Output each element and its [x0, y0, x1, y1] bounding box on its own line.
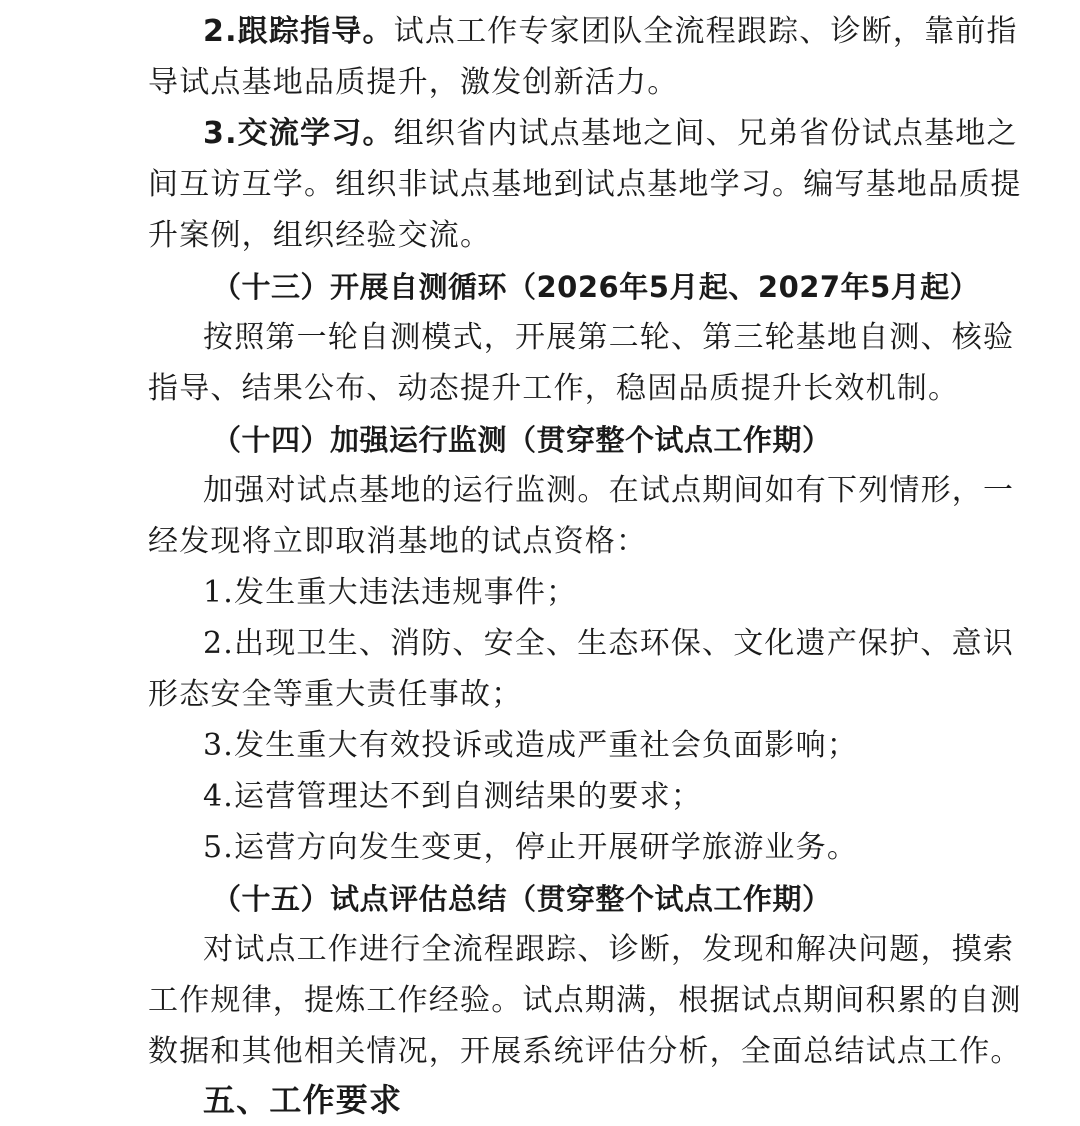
paragraph-monitoring-line-1: 加强对试点基地的运行监测。在试点期间如有下列情形，一: [203, 473, 1015, 508]
list-item-2-line-1: 2.出现卫生、消防、安全、生态环保、文化遗产保护、意识: [203, 626, 1015, 661]
list-item-2-line-2: 形态安全等重大责任事故；: [148, 677, 523, 712]
paragraph-tracking-guidance-line-2: 导试点基地品质提升，激发创新活力。: [148, 65, 679, 100]
heading-15-evaluation-summary: （十五）试点评估总结（贯穿整个试点工作期）: [212, 882, 832, 916]
heading-14-operation-monitoring: （十四）加强运行监测（贯穿整个试点工作期）: [212, 423, 832, 457]
paragraph-exchange-learning-line-2: 间互访互学。组织非试点基地到试点基地学习。编写基地品质提: [148, 167, 1022, 202]
paragraph-text: 组织省内试点基地之间、兄弟省份试点基地之: [393, 116, 1018, 151]
list-item-3: 3.发生重大有效投诉或造成严重社会负面影响；: [203, 728, 859, 763]
list-item-5: 5.运营方向发生变更，停止开展研学旅游业务。: [203, 830, 859, 865]
item-lead-tracking-guidance: 2.跟踪指导。: [203, 14, 394, 49]
paragraph-evaluation-line-1: 对试点工作进行全流程跟踪、诊断，发现和解决问题，摸索: [203, 932, 1015, 967]
heading-13-self-test-cycle: （十三）开展自测循环（2026年5月起、2027年5月起）: [212, 270, 980, 304]
paragraph-monitoring-line-2: 经发现将立即取消基地的试点资格：: [148, 524, 648, 559]
paragraph-exchange-learning-line-3: 升案例，组织经验交流。: [148, 218, 492, 253]
item-lead-exchange-learning: 3.交流学习。: [203, 116, 394, 151]
list-item-4: 4.运营管理达不到自测结果的要求；: [203, 779, 703, 814]
section-heading-work-requirements: 五、工作要求: [203, 1081, 403, 1119]
paragraph-evaluation-line-2: 工作规律，提炼工作经验。试点期满，根据试点期间积累的自测: [148, 983, 1022, 1018]
paragraph-self-test-line-2: 指导、结果公布、动态提升工作，稳固品质提升长效机制。: [148, 371, 960, 406]
paragraph-exchange-learning-line-1: [203, 114, 1018, 154]
paragraph-text: 试点工作专家团队全流程跟踪、诊断，靠前指: [393, 14, 1018, 49]
list-item-1: 1.发生重大违法违规事件；: [203, 575, 578, 610]
paragraph-evaluation-line-3: 数据和其他相关情况，开展系统评估分析，全面总结试点工作。: [148, 1034, 1022, 1069]
paragraph-tracking-guidance-line-1: [203, 12, 1018, 52]
paragraph-self-test-line-1: 按照第一轮自测模式，开展第二轮、第三轮基地自测、核验: [203, 320, 1015, 355]
